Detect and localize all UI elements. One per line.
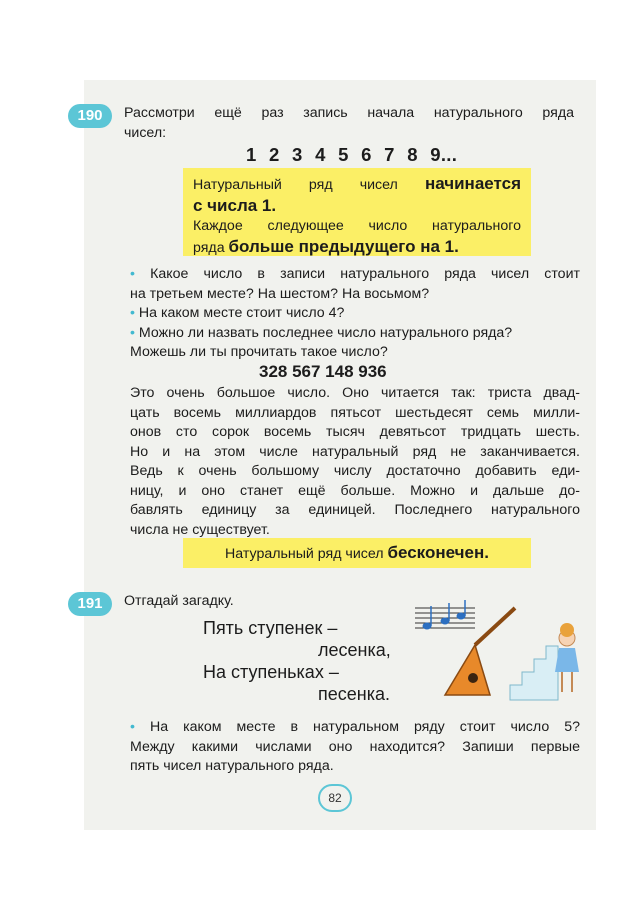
question-line	[130, 304, 580, 324]
task-191-questions	[130, 718, 580, 777]
rule-bold: с числа 1.	[193, 195, 277, 215]
explanation-line: Но и на этом числе натуральный ряд не заканчивается.	[130, 443, 580, 460]
explanation-line: бавлять единицу за единицей. Последнего натурального	[130, 502, 580, 518]
conclusion-text: Натуральный ряд чисел	[225, 546, 384, 562]
intro-line: чисел:	[124, 124, 167, 141]
poem-line: На ступеньках –	[203, 662, 339, 682]
intro-line: Рассмотри ещё раз запись начала натурального ряда	[124, 105, 574, 121]
task-190-questions	[130, 265, 580, 363]
rule-line	[193, 196, 521, 218]
big-number: 328 567 148 936	[259, 362, 387, 381]
question-line	[130, 324, 580, 344]
bullet-icon: •	[130, 305, 135, 321]
rule-text: ряда	[193, 239, 225, 256]
rule-highlight-box	[183, 168, 531, 256]
question-line: пять чисел натурального ряда.	[130, 758, 334, 774]
rule-bold: начинается	[424, 174, 521, 193]
question-text: Какое число в записи натурального ряда чисел стоит	[150, 266, 580, 282]
question-text: На каком месте в натуральном ряду стоит число 5?	[149, 719, 580, 735]
staircase-icon	[510, 646, 558, 700]
rule-line	[193, 174, 521, 196]
poem-line: Пять ступенек –	[203, 618, 338, 638]
rule-text: Натуральный ряд чисел	[193, 177, 398, 193]
natural-sequence: 1 2 3 4 5 6 7 8 9...	[246, 144, 458, 165]
question-line: на третьем месте? На шестом? На восьмом?	[130, 285, 430, 302]
explanation-line: Это очень большое число. Оно читается так: триста двад-	[130, 385, 580, 401]
poem-line: песенка.	[318, 684, 390, 704]
task-191-intro: Отгадай загадку.	[124, 593, 234, 609]
question-line: Между какими числами оно находится? Запиши первые	[130, 738, 580, 755]
poem-line: лесенка,	[318, 640, 391, 660]
bullet-icon: •	[130, 719, 135, 735]
balalaika-icon	[445, 608, 515, 695]
task-number-190: 190	[68, 104, 112, 128]
question-line	[130, 718, 580, 738]
explanation-line: числа не существует.	[130, 521, 270, 538]
page-number: 82	[318, 784, 352, 812]
explanation-line: онов сто сорок восемь тысяч девятьсот тридцать шесть.	[130, 424, 580, 440]
question-text: На каком месте стоит число 4?	[138, 305, 345, 321]
explanation-line: цать восемь миллиардов пятьсот шестьдесят семь милли-	[130, 404, 580, 421]
girl-icon	[555, 623, 579, 692]
question-text: Можно ли назвать последнее число натурального ряда?	[138, 324, 513, 341]
task-number-191: 191	[68, 592, 112, 616]
conclusion-highlight-box	[183, 538, 531, 568]
conclusion-bold: бесконечен.	[387, 543, 489, 562]
bullet-icon: •	[130, 266, 135, 282]
explanation-line: ницу, и оно станет ещё больше. Можно и дальше до-	[130, 482, 580, 499]
rule-line: Каждое следующее число натурального	[193, 218, 521, 234]
explanation-line: Ведь к очень большому числу достаточно добавить еди-	[130, 463, 580, 479]
question-line: Можешь ли ты прочитать такое число?	[130, 344, 388, 360]
question-line	[130, 265, 580, 285]
riddle-illustration	[415, 600, 585, 710]
bullet-icon: •	[130, 324, 135, 341]
task-190-intro	[124, 104, 574, 143]
rule-bold: больше предыдущего на 1.	[228, 236, 459, 256]
music-notes-icon	[423, 600, 465, 629]
rule-line	[193, 237, 521, 259]
conclusion-line	[193, 543, 521, 565]
task-190-explanation	[130, 384, 580, 540]
